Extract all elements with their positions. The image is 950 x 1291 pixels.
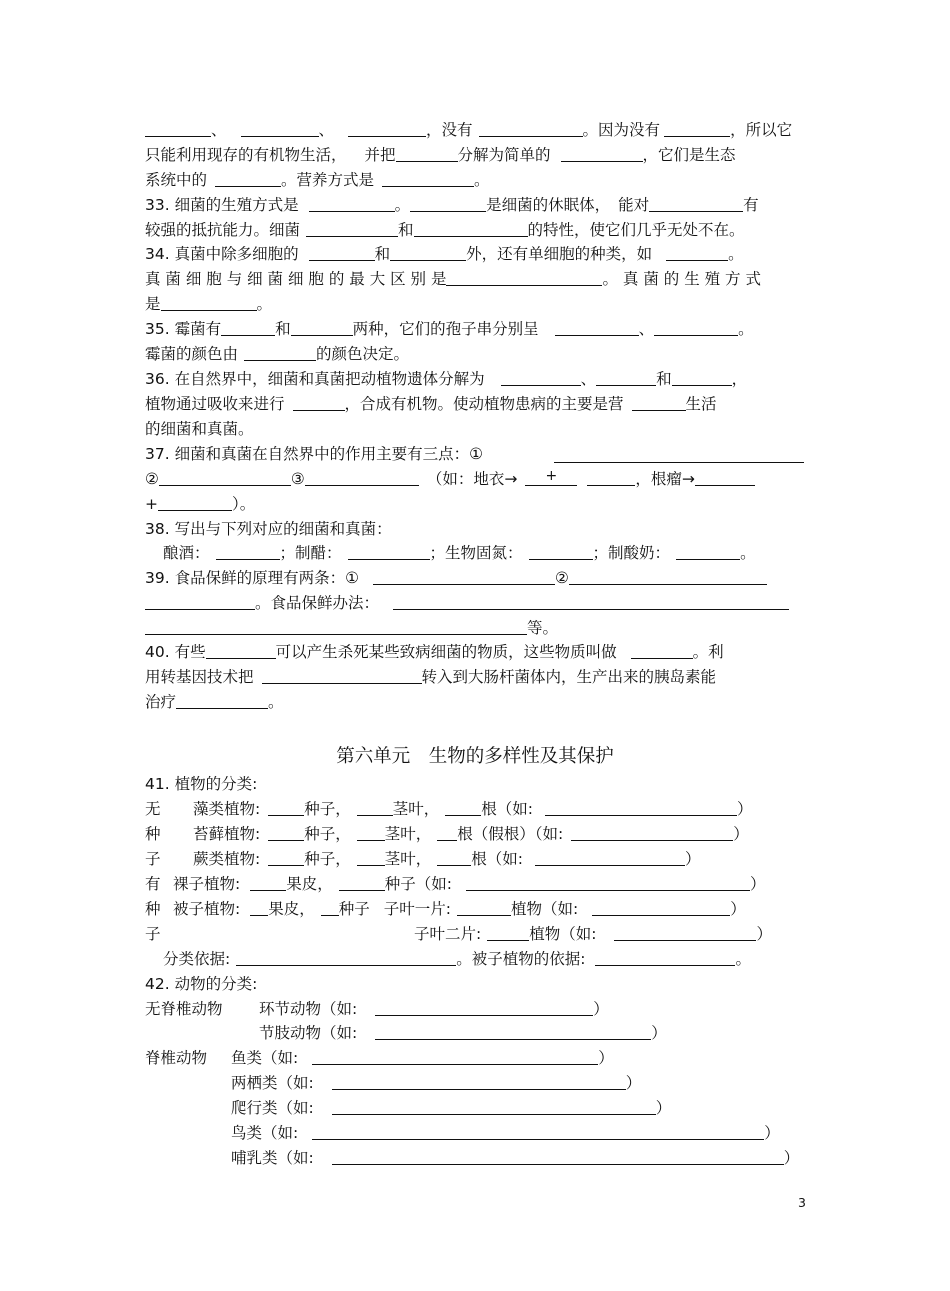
text-segment: 。 真 菌 的 生 殖 方 式 xyxy=(602,270,761,288)
gymnosperm-row xyxy=(173,872,805,896)
answer-blank[interactable] xyxy=(309,244,375,261)
text-segment: ） xyxy=(685,850,701,868)
text-segment: 转入到大肠杆菌体内，生产出来的胰岛素能 xyxy=(421,668,717,686)
answer-blank[interactable] xyxy=(487,924,529,941)
answer-blank[interactable] xyxy=(437,849,471,866)
answer-blank[interactable] xyxy=(158,494,232,511)
text-segment: 。 xyxy=(728,245,744,263)
text-segment: 子叶一片: xyxy=(383,900,451,918)
text-segment: 较强的抵抗能力。细菌 xyxy=(145,221,301,239)
text-segment: + xyxy=(145,495,158,513)
answer-blank[interactable] xyxy=(595,949,735,966)
text-segment: 植物通过吸收来进行 xyxy=(145,395,285,413)
text-segment: 种子， xyxy=(304,825,351,843)
answer-blank[interactable] xyxy=(554,446,804,463)
text-segment: 种子 xyxy=(338,900,370,918)
fish-row xyxy=(231,1046,805,1070)
answer-blank[interactable] xyxy=(305,469,419,486)
text-segment: 节肢动物（如: xyxy=(259,1024,358,1042)
answer-blank[interactable] xyxy=(396,145,458,162)
text-segment: （如：地衣→ xyxy=(426,470,518,488)
text-segment: ） xyxy=(655,1099,672,1117)
text-segment: 。食品保鲜办法： xyxy=(255,594,380,612)
text-segment: ② xyxy=(145,470,159,488)
text-segment: ） xyxy=(783,1149,800,1167)
answer-blank[interactable] xyxy=(250,899,268,916)
answer-blank[interactable] xyxy=(236,949,456,966)
answer-blank[interactable] xyxy=(241,120,319,137)
text-segment: 有 xyxy=(743,196,759,214)
answer-blank[interactable] xyxy=(561,145,643,162)
text-segment: 。 xyxy=(740,544,756,562)
answer-blank[interactable] xyxy=(268,824,304,841)
text-segment: 种子， xyxy=(304,850,351,868)
text-segment: ） xyxy=(598,1049,614,1067)
seedless-label-1: 无 xyxy=(145,800,161,818)
answer-blank[interactable] xyxy=(312,1048,598,1065)
answer-blank[interactable] xyxy=(437,824,457,841)
q33-line-2 xyxy=(145,218,805,242)
answer-blank[interactable] xyxy=(649,195,743,212)
text-segment: 。利 xyxy=(692,643,724,661)
answer-blank[interactable] xyxy=(545,799,737,816)
bird-row xyxy=(231,1121,805,1145)
text-segment: 裸子植物: xyxy=(173,875,241,893)
q38-line-1 xyxy=(145,517,805,541)
algae-row xyxy=(193,797,805,821)
q35-line-2 xyxy=(145,342,805,366)
text-segment: 。因为没有 xyxy=(582,121,661,139)
text-segment: 果皮， xyxy=(286,875,333,893)
text-segment: ） xyxy=(733,825,749,843)
q39-line-1 xyxy=(145,566,805,590)
answer-blank[interactable] xyxy=(501,369,581,386)
text-segment: 生活 xyxy=(685,395,717,413)
amphibian-row xyxy=(231,1071,805,1095)
answer-blank[interactable] xyxy=(382,170,474,187)
q32-line-1 xyxy=(145,118,805,142)
seed-label-2: 种 xyxy=(145,900,161,918)
answer-blank[interactable] xyxy=(695,469,755,486)
answer-blank[interactable] xyxy=(614,924,756,941)
text-segment: 、 xyxy=(318,121,335,139)
text-segment: 是 xyxy=(145,295,161,313)
answer-blank[interactable] xyxy=(375,999,593,1016)
text-segment: ③ xyxy=(290,470,305,488)
answer-blank[interactable] xyxy=(321,899,339,916)
text-segment: 两栖类（如: xyxy=(231,1074,314,1092)
answer-blank[interactable] xyxy=(215,170,281,187)
answer-blank[interactable] xyxy=(414,220,528,237)
page-number: 3 xyxy=(798,1195,806,1210)
text-segment: 40. 有些 xyxy=(145,643,206,661)
section-title: 第六单元 生物的多样性及其保护 xyxy=(336,746,614,767)
answer-blank[interactable] xyxy=(348,543,430,560)
answer-blank[interactable] xyxy=(525,469,577,486)
text-segment: 用转基因技术把 xyxy=(145,668,254,686)
answer-blank[interactable] xyxy=(159,469,291,486)
q37-line-2 xyxy=(145,467,805,491)
text-segment: ② xyxy=(554,569,569,587)
answer-blank[interactable] xyxy=(596,369,656,386)
text-segment: 鸟类（如: xyxy=(231,1124,299,1142)
angiosperm-row xyxy=(173,897,805,921)
text-segment: ，根瘤→ xyxy=(635,470,695,488)
text-segment: 能对 xyxy=(618,196,650,214)
answer-blank[interactable] xyxy=(654,319,738,336)
text-segment: ，合成有机物。使动植物患病的主要是营 xyxy=(344,395,624,413)
answer-blank[interactable] xyxy=(176,692,268,709)
text-segment: 。 xyxy=(738,320,754,338)
text-segment: 等。 xyxy=(527,619,559,637)
text-segment: 真 菌 细 胞 与 细 菌 细 胞 的 最 大 区 别 是 xyxy=(145,270,447,288)
text-segment: ；制醋： xyxy=(279,544,342,562)
answer-blank[interactable] xyxy=(592,899,730,916)
text-segment: 茎叶， xyxy=(384,825,432,843)
text-segment: 33. 细菌的生殖方式是 xyxy=(145,196,299,214)
text-segment: 霉菌的颜色由 xyxy=(145,345,239,363)
answer-blank[interactable] xyxy=(332,1073,626,1090)
q38-line-2 xyxy=(163,541,805,565)
text-segment: 、 xyxy=(638,320,655,338)
text-segment: ） xyxy=(764,1124,780,1142)
answer-blank[interactable] xyxy=(348,120,426,137)
text-segment: ，没有 xyxy=(426,121,473,139)
q34-line-2 xyxy=(145,267,805,291)
text-segment: ；制酸奶： xyxy=(592,544,671,562)
q40-line-2 xyxy=(145,665,805,689)
text-segment: ） xyxy=(625,1074,642,1092)
text-segment: 茎叶， xyxy=(392,800,440,818)
text-segment: 的颜色决定。 xyxy=(316,345,410,363)
q33-line-1 xyxy=(145,193,805,217)
text-segment: ） xyxy=(730,900,746,918)
answer-blank[interactable] xyxy=(393,593,789,610)
text-segment: 。 xyxy=(268,693,284,711)
text-segment: 藻类植物: xyxy=(193,800,261,818)
answer-blank[interactable] xyxy=(306,220,398,237)
mammal-row xyxy=(231,1146,805,1170)
answer-blank[interactable] xyxy=(666,244,728,261)
answer-blank[interactable] xyxy=(390,244,466,261)
text-segment: ） xyxy=(749,875,766,893)
text-segment: 环节动物（如: xyxy=(259,1000,358,1018)
text-segment: ；生物固氮： xyxy=(429,544,523,562)
fern-row xyxy=(193,847,805,871)
answer-blank[interactable] xyxy=(676,543,740,560)
answer-blank[interactable] xyxy=(445,799,481,816)
answer-blank[interactable] xyxy=(631,642,693,659)
answer-blank[interactable] xyxy=(206,642,276,659)
answer-blank[interactable] xyxy=(145,618,527,635)
text-segment: 被子植物: xyxy=(173,900,241,918)
text-segment: 分类依据: xyxy=(163,950,231,968)
answer-blank[interactable] xyxy=(332,1098,656,1115)
text-segment: 治疗 xyxy=(145,693,177,711)
answer-blank[interactable] xyxy=(535,849,685,866)
text-segment: 并把 xyxy=(364,146,396,164)
answer-blank[interactable] xyxy=(262,667,422,684)
text-segment: 茎叶， xyxy=(384,850,432,868)
dicot-row xyxy=(414,922,805,946)
text-segment: 蕨类植物: xyxy=(193,850,261,868)
answer-blank[interactable] xyxy=(410,195,486,212)
text-segment: 的细菌和真菌。 xyxy=(145,420,254,438)
text-segment: 35. 霉菌有 xyxy=(145,320,222,338)
text-segment: 爬行类（如: xyxy=(231,1099,314,1117)
q37-line-3 xyxy=(145,492,805,516)
reptile-row xyxy=(231,1096,805,1120)
text-segment: 植物（如: xyxy=(529,925,597,943)
text-segment: ） xyxy=(651,1024,667,1042)
text-segment: 。营养方式是 xyxy=(281,171,375,189)
text-segment: 种子， xyxy=(304,800,351,818)
text-segment: ） xyxy=(737,800,753,818)
answer-blank[interactable] xyxy=(250,874,286,891)
answer-blank[interactable] xyxy=(339,874,385,891)
answer-blank[interactable] xyxy=(268,849,304,866)
q41-heading: 41. 植物的分类: xyxy=(145,775,258,793)
seedless-label-3: 子 xyxy=(145,850,161,868)
answer-blank[interactable] xyxy=(555,319,639,336)
answer-blank[interactable] xyxy=(357,849,385,866)
answer-blank[interactable] xyxy=(312,1123,764,1140)
q39-line-2 xyxy=(145,591,805,615)
answer-blank[interactable] xyxy=(446,269,602,286)
text-segment: 植物（如: xyxy=(511,900,579,918)
answer-blank[interactable] xyxy=(466,874,750,891)
text-segment: 和 xyxy=(398,221,414,239)
q39-line-3 xyxy=(145,616,805,640)
text-segment: 可以产生杀死某些致病细菌的物质，这些物质叫做 xyxy=(275,643,617,661)
text-segment: 和 xyxy=(275,320,291,338)
text-segment: 苔藓植物: xyxy=(193,825,261,843)
text-segment: 酿酒： xyxy=(163,544,210,562)
answer-blank[interactable] xyxy=(145,593,255,610)
text-segment: 哺乳类（如: xyxy=(231,1149,314,1167)
q35-line-1 xyxy=(145,317,805,341)
q32-line-2 xyxy=(145,143,805,167)
answer-blank[interactable] xyxy=(145,120,211,137)
answer-blank[interactable] xyxy=(529,543,593,560)
text-segment: 两种，它们的孢子串分别呈 xyxy=(352,320,539,338)
text-segment: ）。 xyxy=(232,495,256,513)
text-segment: 的特性，使它们几乎无处不在。 xyxy=(527,221,745,239)
q36-line-2 xyxy=(145,392,805,416)
text-segment: 37. 细菌和真菌在自然界中的作用主要有三点：① xyxy=(145,445,483,463)
answer-blank[interactable] xyxy=(357,799,393,816)
text-segment: 。 xyxy=(394,196,411,214)
classification-basis-row xyxy=(163,947,805,971)
q40-line-1 xyxy=(145,640,805,664)
answer-blank[interactable] xyxy=(571,824,733,841)
q34-line-1 xyxy=(145,242,805,266)
answer-blank[interactable] xyxy=(373,568,555,585)
text-segment: 子叶二片: xyxy=(414,925,482,943)
q36-line-3 xyxy=(145,417,805,441)
text-segment: 。被子植物的依据: xyxy=(456,950,586,968)
arthropod-row xyxy=(259,1021,805,1045)
answer-blank[interactable] xyxy=(293,394,345,411)
answer-blank[interactable] xyxy=(375,1023,651,1040)
q40-line-3 xyxy=(145,690,805,714)
text-segment: 和 xyxy=(374,245,391,263)
text-segment: 系统中的 xyxy=(145,171,208,189)
answer-blank[interactable] xyxy=(161,294,257,311)
answer-blank[interactable] xyxy=(569,568,767,585)
text-segment: 只能利用现存的有机物生活， xyxy=(145,146,347,164)
text-segment: 根（假根）（如: xyxy=(457,825,564,843)
text-segment: 鱼类（如: xyxy=(231,1049,299,1067)
text-segment: 种子（如: xyxy=(384,875,452,893)
text-segment: 36. 在自然界中，细菌和真菌把动植物遗体分解为 xyxy=(145,370,485,388)
text-segment: 是细菌的休眠体， xyxy=(486,196,611,214)
q42-heading: 42. 动物的分类: xyxy=(145,975,258,993)
text-segment: 根（如: xyxy=(481,800,533,818)
answer-blank[interactable] xyxy=(357,824,385,841)
q34-line-3 xyxy=(145,292,805,316)
text-segment: 根（如: xyxy=(471,850,523,868)
text-segment: ） xyxy=(756,925,772,943)
answer-blank[interactable] xyxy=(632,394,686,411)
text-segment: 果皮， xyxy=(268,900,315,918)
answer-blank[interactable] xyxy=(309,195,395,212)
answer-blank[interactable] xyxy=(479,120,583,137)
text-segment: 外，还有单细胞的种类，如 xyxy=(466,245,653,263)
text-segment: 和 xyxy=(656,370,672,388)
seedless-label-2: 种 xyxy=(145,825,161,843)
text-segment: 分解为简单的 xyxy=(457,146,551,164)
text-segment: 、 xyxy=(580,370,597,388)
text-segment: ， xyxy=(731,370,748,388)
text-segment: ） xyxy=(593,1000,609,1018)
q36-line-1 xyxy=(145,367,805,391)
answer-blank[interactable] xyxy=(664,120,730,137)
text-segment: ，它们是生态 xyxy=(642,146,736,164)
answer-blank[interactable] xyxy=(457,899,511,916)
seed-label-1: 有 xyxy=(145,875,161,893)
annelid-row xyxy=(259,997,805,1021)
text-segment: 。 xyxy=(256,295,273,313)
text-segment: 。 xyxy=(474,171,490,189)
answer-blank[interactable] xyxy=(216,543,280,560)
text-segment: 39. 食品保鲜的原理有两条：① xyxy=(145,569,359,587)
answer-blank[interactable] xyxy=(672,369,732,386)
answer-blank[interactable] xyxy=(244,344,316,361)
vertebrate-label: 脊椎动物 xyxy=(145,1049,208,1067)
answer-blank[interactable] xyxy=(332,1148,784,1165)
answer-blank[interactable] xyxy=(587,469,635,486)
answer-blank[interactable] xyxy=(291,319,353,336)
seed-label-3: 子 xyxy=(145,925,161,943)
text-segment: 38. 写出与下列对应的细菌和真菌： xyxy=(145,520,392,538)
text-segment: ，所以它 xyxy=(730,121,793,139)
answer-blank[interactable] xyxy=(268,799,304,816)
answer-blank[interactable] xyxy=(221,319,275,336)
moss-row xyxy=(193,822,805,846)
text-segment: 34. 真菌中除多细胞的 xyxy=(145,245,299,263)
text-segment: 、 xyxy=(211,121,227,139)
invertebrate-label: 无脊椎动物 xyxy=(145,1000,223,1018)
text-segment: 。 xyxy=(735,950,751,968)
q32-line-3 xyxy=(145,168,805,192)
